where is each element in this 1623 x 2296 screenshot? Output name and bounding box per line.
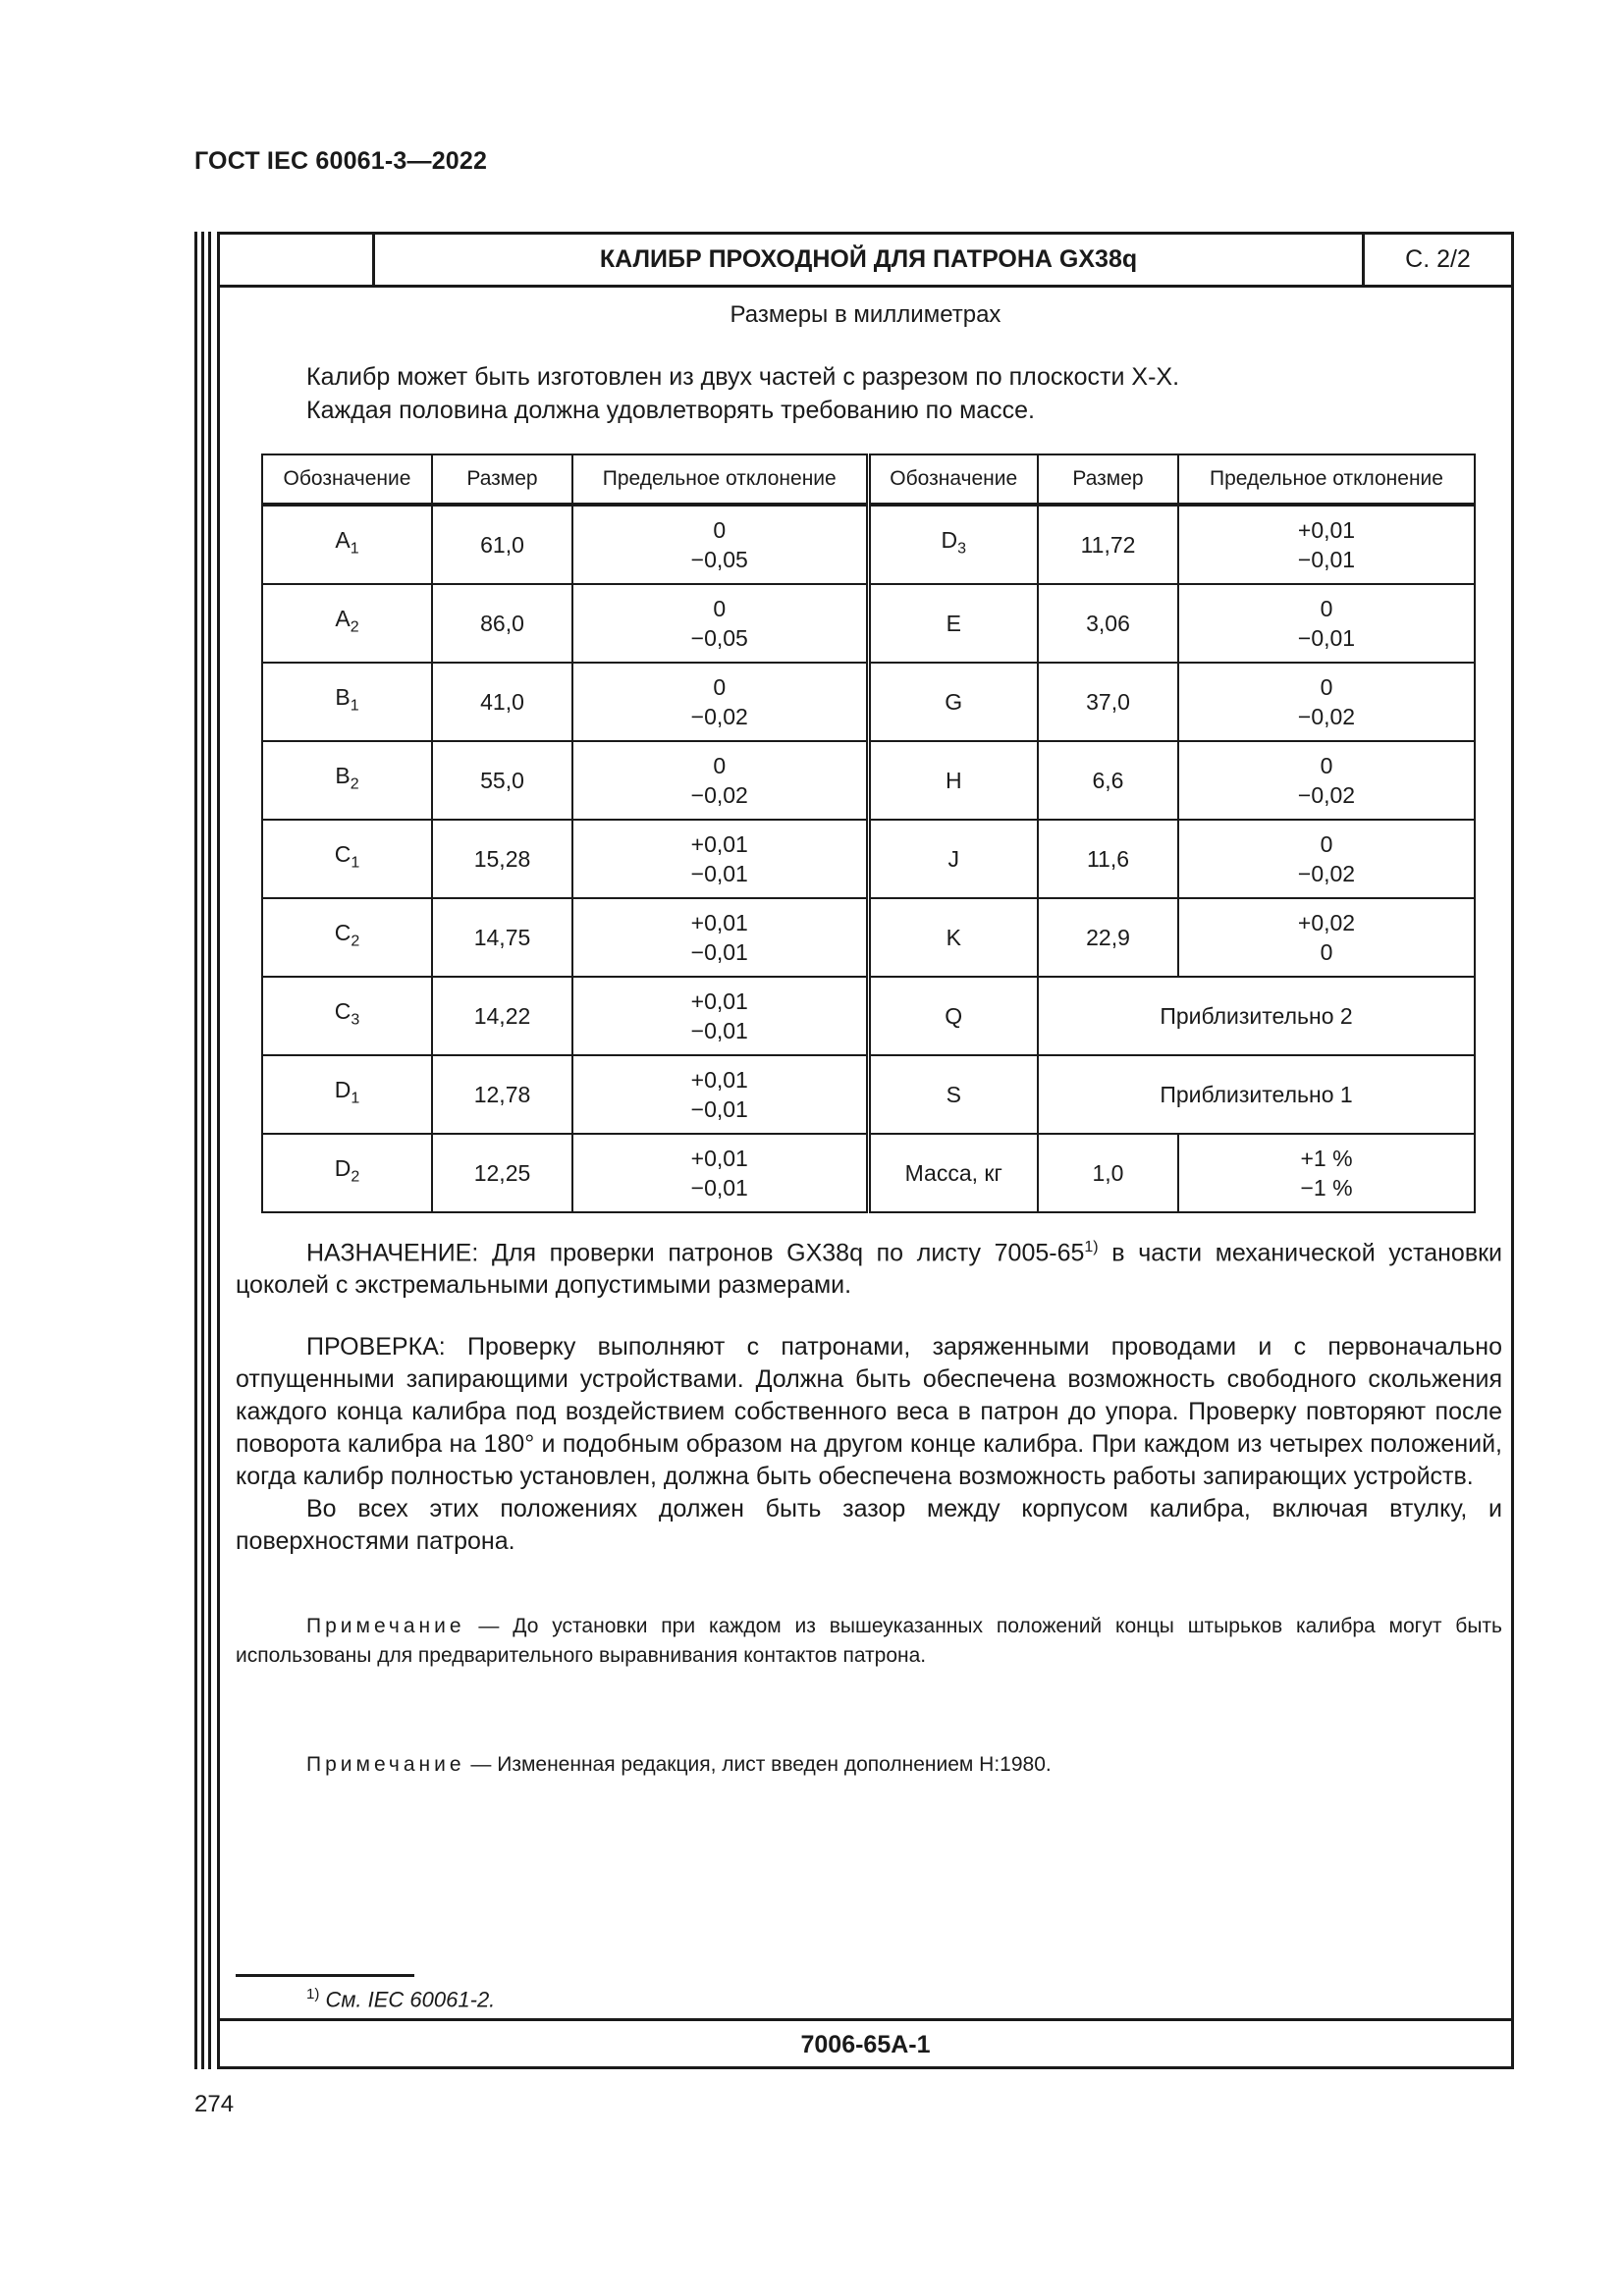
upper-deviation: 0 — [713, 596, 727, 621]
document-header: ГОСТ IEC 60061-3—2022 — [194, 147, 488, 175]
designation-cell — [868, 505, 1038, 584]
intro-line: Каждая половина должна удовлетворять требованию по массе. — [306, 397, 1036, 424]
upper-deviation: 0 — [1320, 753, 1333, 778]
tolerance-cell — [1178, 663, 1475, 741]
lower-deviation: −0,01 — [690, 861, 748, 886]
size-value: 6,6 — [1092, 768, 1124, 793]
tolerance-cell — [1178, 820, 1475, 898]
lower-deviation: −1 % — [1300, 1175, 1353, 1201]
tolerance-cell — [572, 898, 868, 977]
size-value: 86,0 — [480, 611, 524, 636]
size-value: 15,28 — [473, 846, 531, 872]
size-cell — [1038, 898, 1178, 977]
size-cell — [1038, 1134, 1178, 1212]
tolerance-cell — [572, 584, 868, 663]
size-value: 55,0 — [480, 768, 524, 793]
purpose-paragraph — [236, 1231, 1502, 1302]
lower-deviation: −0,01 — [690, 1018, 748, 1043]
upper-deviation: 0 — [713, 517, 727, 543]
footnote-separator — [236, 1974, 414, 1977]
size-value: 1,0 — [1092, 1160, 1124, 1186]
upper-deviation: 0 — [1320, 831, 1333, 857]
tolerance-cell — [572, 820, 868, 898]
column-header: Обозначение — [868, 454, 1038, 505]
lower-deviation: −0,02 — [1297, 861, 1356, 886]
table-row — [262, 820, 1475, 898]
lower-deviation: −0,01 — [690, 1096, 748, 1122]
designation-index: 2 — [351, 1168, 360, 1186]
designation-cell — [262, 505, 432, 584]
designation-cell — [262, 741, 432, 820]
designation-cell — [868, 977, 1038, 1055]
tolerance-cell — [572, 663, 868, 741]
lower-deviation: −0,01 — [1297, 547, 1356, 572]
size-cell — [432, 898, 572, 977]
designation-index: 1 — [351, 854, 360, 872]
designation-symbol: B — [335, 763, 351, 789]
size-value: 11,72 — [1080, 532, 1136, 558]
size-value: 3,06 — [1086, 611, 1130, 636]
sheet-code: 7006-65A-1 — [220, 2018, 1511, 2069]
designation-index: 1 — [350, 697, 359, 715]
upper-deviation: +1 % — [1300, 1146, 1353, 1171]
designation-cell — [262, 820, 432, 898]
tolerance-cell — [1178, 505, 1475, 584]
size-cell — [432, 505, 572, 584]
frame-bar — [201, 232, 204, 2069]
designation-cell — [262, 977, 432, 1055]
check-paragraph: Во всех этих положениях должен быть зазор между корпусом калибра, включая втулку, и поверхностями патрона. — [236, 1495, 1502, 1555]
designation-symbol: D — [334, 1077, 352, 1103]
table-row — [262, 584, 1475, 663]
note-label: Примечание — [306, 1753, 465, 1776]
merged-value-cell — [1038, 977, 1475, 1055]
designation-cell — [868, 1134, 1038, 1212]
upper-deviation: +0,01 — [690, 1146, 748, 1171]
lower-deviation: −0,01 — [690, 939, 748, 965]
size-value: 14,22 — [473, 1003, 531, 1029]
purpose-text: в части механической установки цоколей с экстремальными допустимыми размерами. — [236, 1239, 1502, 1300]
tolerance-cell — [572, 741, 868, 820]
column-header: Обозначение — [262, 454, 432, 505]
size-cell — [432, 1134, 572, 1212]
size-cell — [432, 820, 572, 898]
designation-index: 2 — [350, 618, 359, 636]
designation-symbol: E — [946, 611, 961, 636]
size-cell — [1038, 505, 1178, 584]
sheet-frame — [217, 232, 1514, 2069]
tolerance-cell — [572, 1055, 868, 1134]
designation-symbol: C — [334, 998, 352, 1025]
table-row — [262, 1055, 1475, 1134]
designation-symbol: G — [945, 689, 963, 715]
designation-index: 2 — [350, 775, 359, 793]
upper-deviation: 0 — [1320, 596, 1333, 621]
upper-deviation: +0,01 — [690, 910, 748, 935]
dimensions-table — [261, 454, 1476, 1213]
designation-cell — [868, 898, 1038, 977]
upper-deviation: 0 — [1320, 674, 1333, 700]
designation-symbol: Q — [945, 1003, 963, 1029]
column-header: Размер — [432, 454, 572, 505]
size-cell — [432, 663, 572, 741]
designation-cell — [868, 663, 1038, 741]
table-row — [262, 898, 1475, 977]
designation-cell — [262, 1055, 432, 1134]
column-header: Размер — [1038, 454, 1178, 505]
upper-deviation: 0 — [713, 753, 727, 778]
column-header: Предельное отклонение — [572, 454, 868, 505]
units-note: Размеры в миллиметрах — [730, 301, 1001, 328]
check-section — [236, 1331, 1502, 1558]
table-row — [262, 663, 1475, 741]
lower-deviation: −0,05 — [690, 547, 748, 572]
size-cell — [1038, 741, 1178, 820]
size-cell — [432, 1055, 572, 1134]
page-number: 274 — [194, 2091, 235, 2117]
footnote-text: См. IEC 60061-2. — [319, 1987, 496, 2012]
note-paragraph — [306, 1753, 1052, 1777]
designation-symbol: D — [941, 527, 958, 554]
designation-symbol: A — [335, 606, 351, 632]
upper-deviation: +0,01 — [1297, 517, 1356, 543]
frame-bar — [194, 232, 197, 2069]
note-text: — Измененная редакция, лист введен дополнением H:1980. — [464, 1753, 1052, 1776]
upper-deviation: +0,02 — [1297, 910, 1356, 935]
designation-symbol: H — [945, 768, 962, 793]
check-paragraph: ПРОВЕРКА: Проверку выполняют с патронами, заряженными проводами и с первоначально отпущенными запирающими устройствами. Должна быть обеспечена возможность свободного скольжения каждого конца калибра под воздействием собственного веса в патрон до упора. Проверку повторяют после поворота калибра на 180° и подобным образом на другом конце калибра. При каждом из четырех положений, когда калибр полностью установлен, должна быть обеспечена возможность работы запирающих устройств. — [236, 1333, 1502, 1490]
lower-deviation: −0,01 — [690, 1175, 748, 1201]
designation-cell — [868, 820, 1038, 898]
lower-deviation: −0,05 — [690, 625, 748, 651]
lower-deviation: −0,02 — [690, 704, 748, 729]
note-paragraph — [236, 1612, 1502, 1671]
designation-symbol: B — [335, 684, 351, 711]
merged-value-cell — [1038, 1055, 1475, 1134]
lower-deviation: −0,02 — [690, 782, 748, 808]
designation-cell — [262, 898, 432, 977]
designation-symbol: S — [946, 1082, 961, 1107]
sheet-title: КАЛИБР ПРОХОДНОЙ ДЛЯ ПАТРОНА GX38q — [599, 245, 1138, 273]
table-row — [262, 741, 1475, 820]
upper-deviation: +0,01 — [690, 988, 748, 1014]
size-value: 37,0 — [1086, 689, 1130, 715]
size-value: 11,6 — [1086, 846, 1130, 872]
size-cell — [432, 977, 572, 1055]
tolerance-cell — [572, 1134, 868, 1212]
designation-index: 2 — [351, 933, 360, 950]
upper-deviation: +0,01 — [690, 1067, 748, 1093]
table-row — [262, 1134, 1475, 1212]
tolerance-cell — [1178, 741, 1475, 820]
designation-symbol: C — [334, 841, 352, 868]
lower-deviation: 0 — [1320, 939, 1333, 965]
note-text: — До установки при каждом из вышеуказанных положений концы штырьков калибра могут быть использованы для предварительного выравнивания контактов патрона. — [236, 1615, 1502, 1667]
size-value: 61,0 — [480, 532, 524, 558]
designation-index: 3 — [957, 540, 967, 558]
footnote-mark: 1) — [306, 1986, 320, 2002]
designation-index: 1 — [350, 540, 359, 558]
designation-cell — [262, 584, 432, 663]
tolerance-cell — [1178, 898, 1475, 977]
designation-symbol: Масса, кг — [904, 1160, 1002, 1186]
lower-deviation: −0,01 — [1297, 625, 1356, 651]
designation-cell — [868, 584, 1038, 663]
designation-index: 1 — [351, 1090, 360, 1107]
table-header-row — [262, 454, 1475, 505]
footnote — [306, 1986, 495, 2012]
size-value: 14,75 — [473, 925, 531, 950]
title-row — [220, 235, 1511, 288]
size-cell — [432, 584, 572, 663]
tolerance-cell — [1178, 584, 1475, 663]
designation-symbol: D — [334, 1155, 352, 1182]
designation-symbol: A — [335, 527, 351, 554]
designation-cell — [868, 741, 1038, 820]
size-value: 22,9 — [1086, 925, 1130, 950]
designation-symbol: C — [334, 920, 352, 946]
lower-deviation: −0,02 — [1297, 704, 1356, 729]
size-value: 12,78 — [473, 1082, 531, 1107]
footnote-ref: 1) — [1084, 1239, 1099, 1255]
note-label: Примечание — [306, 1615, 465, 1637]
size-value: 41,0 — [480, 689, 524, 715]
designation-cell — [262, 1134, 432, 1212]
size-cell — [1038, 584, 1178, 663]
designation-symbol: J — [947, 846, 959, 872]
size-cell — [1038, 820, 1178, 898]
approx-value: Приблизительно 2 — [1160, 1003, 1353, 1029]
tolerance-cell — [572, 505, 868, 584]
table-row — [262, 505, 1475, 584]
designation-cell — [262, 663, 432, 741]
size-cell — [432, 741, 572, 820]
table-row — [262, 977, 1475, 1055]
approx-value: Приблизительно 1 — [1160, 1082, 1353, 1107]
sheet-number: С. 2/2 — [1362, 235, 1511, 285]
size-value: 12,25 — [473, 1160, 531, 1186]
upper-deviation: +0,01 — [690, 831, 748, 857]
designation-symbol: K — [946, 925, 961, 950]
size-cell — [1038, 663, 1178, 741]
lower-deviation: −0,02 — [1297, 782, 1356, 808]
tolerance-cell — [572, 977, 868, 1055]
title-blank-cell — [220, 235, 375, 285]
upper-deviation: 0 — [713, 674, 727, 700]
intro-line: Калибр может быть изготовлен из двух частей с разрезом по плоскости X-X. — [306, 363, 1180, 391]
designation-cell — [868, 1055, 1038, 1134]
tolerance-cell — [1178, 1134, 1475, 1212]
purpose-text: НАЗНАЧЕНИЕ: Для проверки патронов GX38q по листу 7005-65 — [306, 1239, 1085, 1267]
column-header: Предельное отклонение — [1178, 454, 1475, 505]
frame-bar — [208, 232, 211, 2069]
intro-text — [306, 360, 1179, 427]
designation-index: 3 — [351, 1011, 360, 1029]
